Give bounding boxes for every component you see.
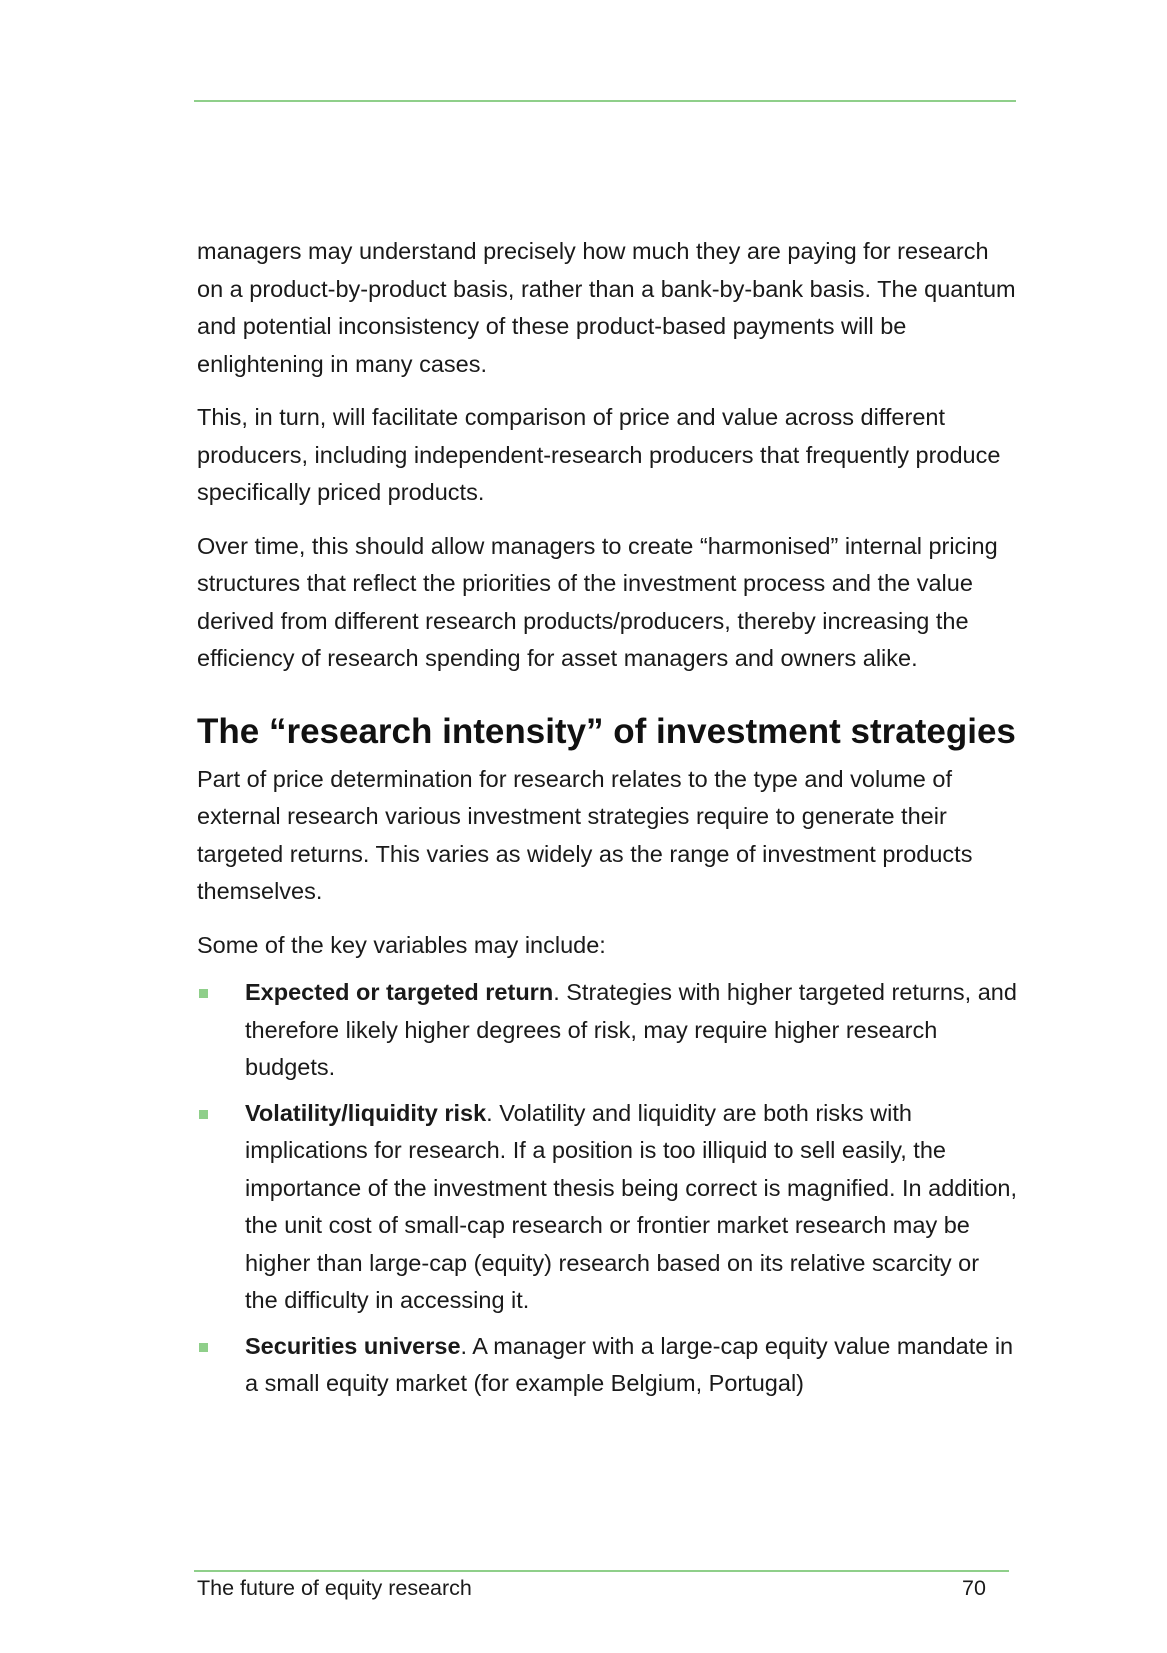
bullet-term: Securities universe	[245, 1332, 461, 1359]
body-paragraph: managers may understand precisely how much they are paying for research on a product-by-product basis, rather than a bank-by-bank basis. The quantum and potential inconsistency of these product-based payments will be enlightening in many cases.	[197, 238, 1016, 377]
bullet-term: Expected or targeted return	[245, 979, 554, 1005]
page-content	[197, 233, 1017, 1411]
bullet-text: . Strategies with higher targeted returns, and therefore likely higher degrees of risk, may require higher research budgets.	[245, 979, 1017, 1080]
body-paragraph: Over time, this should allow managers to create “harmonised” internal pricing structures that reflect the priorities of the investment process and the value derived from different research products/producers, thereby increasing the efficiency of research spending for asset managers and owners alike.	[197, 532, 998, 671]
footer-rule	[194, 1570, 1009, 1572]
bullet-text: . Volatility and liquidity are both risks with implications for research. If a position is too illiquid to sell easily, the importance of the investment thesis being correct is magnified. In addition, the unit cost of small-cap research or frontier market research may be higher than large-cap (equity) research based on its relative scarcity or the difficulty in accessing it.	[245, 1099, 1017, 1313]
list-item	[197, 974, 1017, 1087]
square-bullet-icon	[199, 1110, 208, 1119]
footer-document-title: The future of equity research	[197, 1576, 472, 1600]
list-lead-in: Some of the key variables may include:	[197, 931, 606, 958]
section-heading: The “research intensity” of investment strategies	[197, 711, 1016, 751]
header-rule	[194, 100, 1016, 102]
body-paragraph: This, in turn, will facilitate comparison of price and value across different producers, including independent-research producers that frequently produce specifically priced products.	[197, 404, 1001, 505]
key-variables-list	[197, 974, 1017, 1403]
list-item	[197, 1095, 1017, 1320]
bullet-term: Volatility/liquidity risk	[245, 1099, 487, 1126]
section-intro-paragraph: Part of price determination for research relates to the type and volume of external research various investment strategies require to generate their targeted returns. This varies as widely as the range of investment products themselves.	[197, 765, 973, 904]
page-number: 70	[962, 1576, 986, 1600]
bullet-text: . A manager with a large-cap equity value mandate in a small equity market (for example Belgium, Portugal)	[245, 1332, 1014, 1396]
square-bullet-icon	[199, 989, 208, 998]
list-item	[197, 1328, 1017, 1403]
square-bullet-icon	[199, 1343, 208, 1352]
